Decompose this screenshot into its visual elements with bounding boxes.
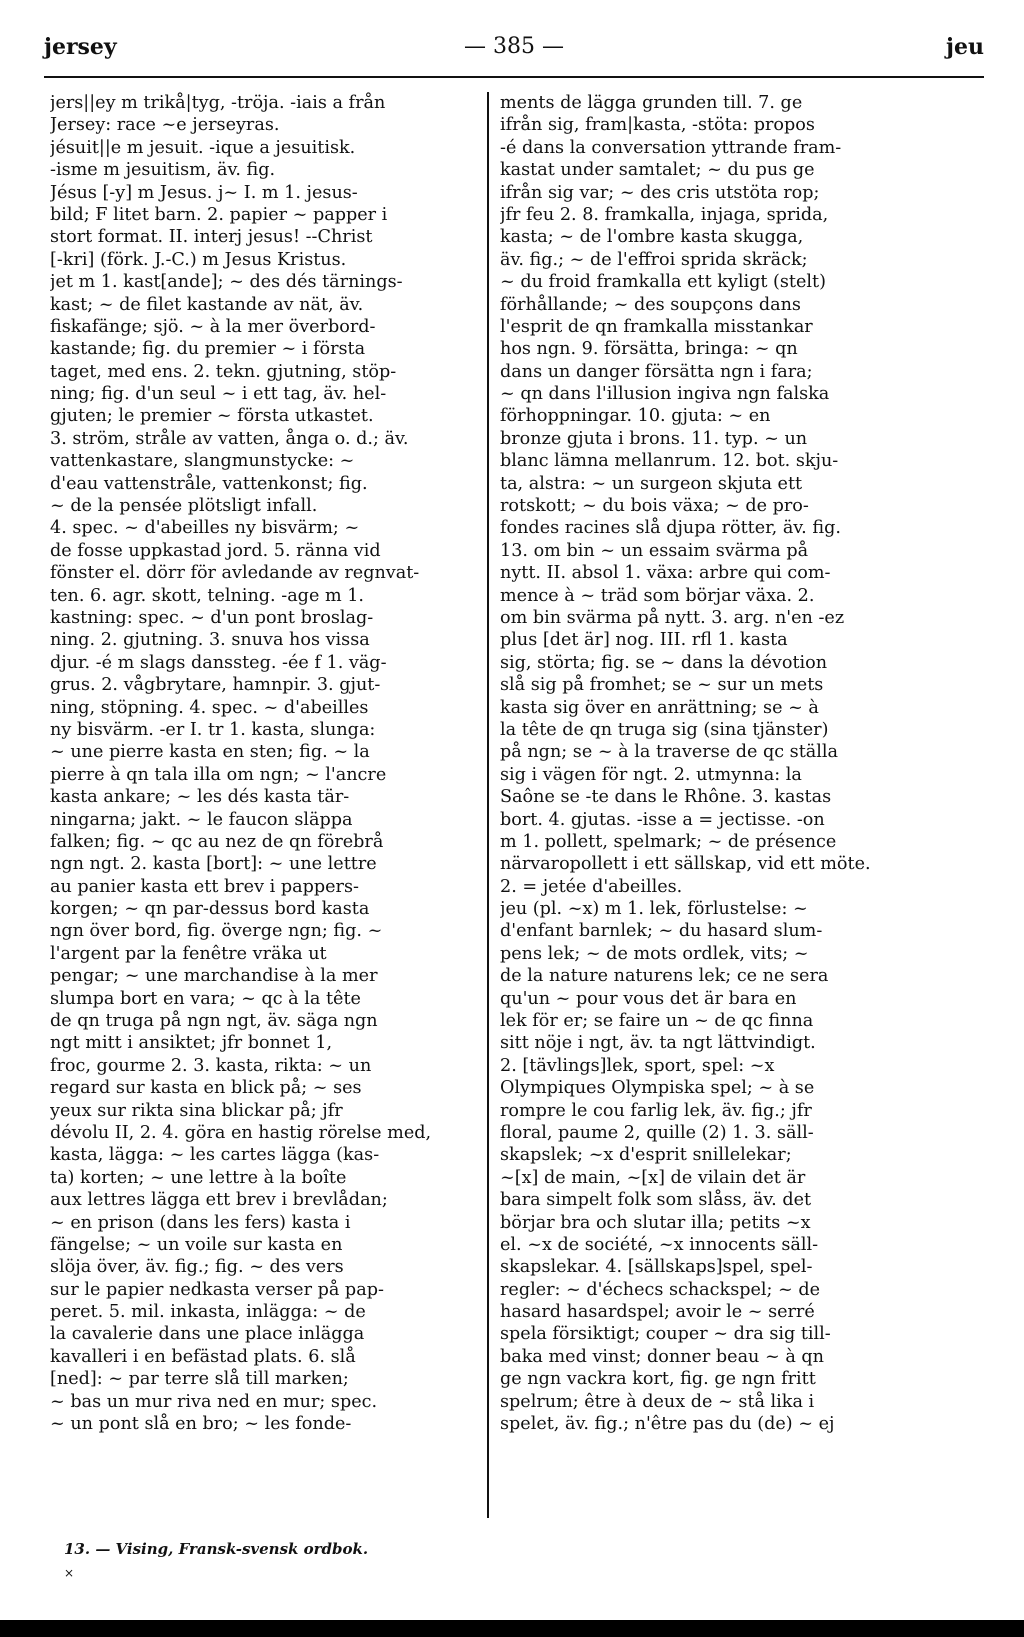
text-line: djur. -é m slags danssteg. -ée f 1. väg- (50, 652, 387, 673)
text-line: om bin svärma på nytt. 3. arg. n'en -ez (500, 607, 845, 628)
text-line: blanc lämna mellanrum. 12. bot. skju- (500, 451, 839, 472)
text-line: pengar; ~ une marchandise à la mer (50, 966, 378, 987)
text-line: au panier kasta ett brev i pappers- (50, 876, 359, 897)
scan-edge (0, 1620, 1024, 1637)
text-line: l'argent par la fenêtre vräka ut (50, 943, 327, 964)
text-line: 4. spec. ~ d'abeilles ny bisvärm; ~ (50, 518, 360, 539)
text-line: dans un danger försätta ngn i fara; (500, 361, 813, 382)
text-line: l'esprit de qn framkalla misstankar (500, 316, 813, 337)
text-line: froc, gourme 2. 3. kasta, rikta: ~ un (50, 1055, 372, 1076)
text-line: yeux sur rikta sina blickar på; jfr (50, 1100, 343, 1121)
text-line: ning; fig. d'un seul ~ i ett tag, äv. hel- (50, 384, 387, 405)
page-footer: 13. — Vising, Fransk-svensk ordbok. (64, 1540, 369, 1558)
text-line: bara simpelt folk som slåss, äv. det (500, 1190, 812, 1211)
text-line: ta, alstra: ~ un surgeon skjuta ett (500, 473, 803, 494)
text-line: qu'un ~ pour vous det är bara en (500, 988, 797, 1009)
text-line: äv. fig.; ~ de l'effroi sprida skräck; (500, 249, 808, 270)
text-line: ifrån sig, fram|kasta, -stöta: propos (500, 115, 815, 136)
text-line: jeu (pl. ~x) m 1. lek, förlustelse: ~ (500, 899, 808, 920)
text-line: d'enfant barnlek; ~ du hasard slum- (500, 921, 823, 942)
text-line: rotskott; ~ du bois växa; ~ de pro- (500, 496, 809, 517)
text-line: regler: ~ d'échecs schackspel; ~ de (500, 1279, 821, 1300)
running-header (44, 34, 984, 68)
text-line: sur le papier nedkasta verser på pap- (50, 1279, 384, 1300)
text-line: hos ngn. 9. försätta, bringa: ~ qn (500, 339, 798, 360)
text-line: börjar bra och slutar illa; petits ~x (500, 1212, 811, 1233)
text-line: spela försiktigt; couper ~ dra sig till- (500, 1324, 831, 1345)
text-line: kast; ~ de filet kastande av nät, äv. (50, 294, 364, 315)
text-line: slöja över, äv. fig.; fig. ~ des vers (50, 1257, 344, 1278)
text-line: ~ bas un mur riva ned en mur; spec. (50, 1391, 378, 1412)
text-line: ~ en prison (dans les fers) kasta i (50, 1212, 351, 1233)
text-line: vattenkastare, slangmunstycke: ~ (50, 451, 355, 472)
text-line: spelrum; être à deux de ~ stå lika i (500, 1391, 815, 1412)
text-line: dévolu II, 2. 4. göra en hastig rörelse med, (50, 1122, 432, 1143)
text-line: ~ du froid framkalla ett kyligt (stelt) (500, 272, 826, 293)
text-line: -isme m jesuitism, äv. fig. (50, 160, 276, 181)
text-line: fiskafänge; sjö. ~ à la mer överbord- (50, 316, 376, 337)
text-line: ~ une pierre kasta en sten; fig. ~ la (50, 742, 370, 763)
text-line: ning, stöpning. 4. spec. ~ d'abeilles (50, 697, 369, 718)
header-last-entry: jeu (946, 34, 984, 60)
text-line: ~ qn dans l'illusion ingiva ngn falska (500, 384, 830, 405)
text-line: ning. 2. gjutning. 3. snuva hos vissa (50, 630, 370, 651)
text-line: m 1. pollett, spelmark; ~ de présence (500, 831, 837, 852)
text-line: falken; fig. ~ qc au nez de qn förebrå (50, 831, 384, 852)
text-line: [ned]: ~ par terre slå till marken; (50, 1369, 349, 1390)
text-line: kasta ankare; ~ les dés kasta tär- (50, 787, 350, 808)
text-line: kastning: spec. ~ d'un pont broslag- (50, 607, 374, 628)
text-line: jésuit||e m jesuit. -ique a jesuitisk. (50, 137, 356, 158)
text-line: 3. ström, stråle av vatten, ånga o. d.; äv. (50, 428, 409, 449)
text-line: taget, med ens. 2. tekn. gjutning, stöp- (50, 361, 397, 382)
text-line: ningarna; jakt. ~ le faucon släppa (50, 809, 353, 830)
text-line: stort format. II. interj jesus! --Christ (50, 227, 373, 248)
text-line: ny bisvärm. -er I. tr 1. kasta, slunga: (50, 719, 376, 740)
text-line: 13. om bin ~ un essaim svärma på (500, 540, 809, 561)
text-line: fondes racines slå djupa rötter, äv. fig. (500, 518, 841, 539)
text-line: Olympiques Olympiska spel; ~ à se (500, 1078, 815, 1099)
text-line: la tête de qn truga sig (sina tjänster) (500, 719, 829, 740)
text-line: la cavalerie dans une place inlägga (50, 1324, 365, 1345)
text-line: ~ un pont slå en bro; ~ les fonde- (50, 1414, 352, 1435)
text-line: gjuten; le premier ~ första utkastet. (50, 406, 374, 427)
text-line: regard sur kasta en blick på; ~ ses (50, 1078, 362, 1099)
text-line: ~ de la pensée plötsligt infall. (50, 496, 318, 517)
text-line: ifrån sig var; ~ des cris utstöta rop; (500, 182, 820, 203)
text-line: bild; F litet barn. 2. papier ~ papper i (50, 204, 388, 225)
right-column (500, 92, 930, 1435)
text-line: de la nature naturens lek; ce ne sera (500, 966, 829, 987)
text-line: Saône se -te dans le Rhône. 3. kastas (500, 787, 832, 808)
text-line: de fosse uppkastad jord. 5. ränna vid (50, 540, 381, 561)
text-line: fängelse; ~ un voile sur kasta en (50, 1234, 343, 1255)
text-line: mence à ~ träd som börjar växa. 2. (500, 585, 815, 606)
header-first-entry: jersey (44, 34, 117, 60)
text-line: lek för er; se faire un ~ de qc finna (500, 1011, 814, 1032)
text-line: närvaropollett i ett sällskap, vid ett möte. (500, 854, 871, 875)
text-line: kasta sig över en anrättning; se ~ à (500, 697, 819, 718)
text-line: slå sig på fromhet; se ~ sur un mets (500, 675, 824, 696)
text-line: ta) korten; ~ une lettre à la boîte (50, 1167, 347, 1188)
text-line: sitt nöje i ngt, äv. ta ngt lättvindigt. (500, 1033, 816, 1054)
text-line: slumpa bort en vara; ~ qc à la tête (50, 988, 361, 1009)
text-line: baka med vinst; donner beau ~ à qn (500, 1346, 824, 1367)
text-line: bort. 4. gjutas. -isse a = jectisse. -on (500, 809, 825, 830)
text-line: ments de lägga grunden till. 7. ge (500, 93, 803, 113)
text-line: ~[x] de main, ~[x] de vilain det är (500, 1167, 806, 1188)
text-line: kastat under samtalet; ~ du pus ge (500, 160, 815, 181)
text-line: kasta; ~ de l'ombre kasta skugga, (500, 227, 804, 248)
text-line: ngt mitt i ansiktet; jfr bonnet 1, (50, 1033, 333, 1054)
text-line: 2. = jetée d'abeilles. (500, 876, 683, 897)
text-line: nytt. II. absol 1. växa: arbre qui com- (500, 563, 831, 584)
text-line: [-kri] (förk. J.-C.) m Jesus Kristus. (50, 249, 347, 270)
text-line: kasta, lägga: ~ les cartes lägga (kas- (50, 1145, 380, 1166)
text-line: sig i vägen för ngt. 2. utmynna: la (500, 764, 802, 785)
text-line: kavalleri i en befästad plats. 6. slå (50, 1346, 356, 1367)
left-column (50, 92, 482, 1435)
text-line: Jersey: race ~e jerseyras. (50, 115, 280, 136)
text-line: grus. 2. vågbrytare, hamnpir. 3. gjut- (50, 675, 381, 696)
text-line: spelet, äv. fig.; n'être pas du (de) ~ ej (500, 1414, 835, 1435)
text-line: Jésus [-y] m Jesus. j~ I. m 1. jesus- (50, 182, 358, 203)
text-line: korgen; ~ qn par-dessus bord kasta (50, 899, 370, 920)
text-line: skapslekar. 4. [sällskaps]spel, spel- (500, 1257, 813, 1278)
text-line: bronze gjuta i brons. 11. typ. ~ un (500, 428, 808, 449)
text-line: peret. 5. mil. inkasta, inlägga: ~ de (50, 1302, 366, 1323)
text-line: ngn ngt. 2. kasta [bort]: ~ une lettre (50, 854, 377, 875)
text-line: jfr feu 2. 8. framkalla, injaga, sprida, (500, 204, 829, 225)
header-rule (44, 76, 984, 78)
text-line: förhoppningar. 10. gjuta: ~ en (500, 406, 771, 427)
text-line: ge ngn vackra kort, fig. ge ngn fritt (500, 1369, 816, 1390)
text-line: el. ~x de société, ~x innocents säll- (500, 1234, 819, 1255)
text-line: aux lettres lägga ett brev i brevlådan; (50, 1190, 388, 1211)
page-number: — 385 — (464, 34, 564, 59)
text-line: fönster el. dörr för avledande av regnvat- (50, 563, 420, 584)
text-line: jet m 1. kast[ande]; ~ des dés tärnings- (50, 272, 403, 293)
text-line: d'eau vattenstråle, vattenkonst; fig. (50, 473, 368, 494)
column-divider (487, 92, 489, 1518)
text-line: hasard hasardspel; avoir le ~ serré (500, 1302, 815, 1323)
text-line: de qn truga på ngn ngt, äv. säga ngn (50, 1011, 378, 1032)
text-line: plus [det är] nog. III. rfl 1. kasta (500, 630, 788, 651)
text-line: på ngn; se ~ à la traverse de qc ställa (500, 742, 839, 763)
text-line: pens lek; ~ de mots ordlek, vits; ~ (500, 943, 809, 964)
text-line: rompre le cou farlig lek, äv. fig.; jfr (500, 1100, 812, 1121)
text-line: ngn över bord, fig. överge ngn; fig. ~ (50, 921, 383, 942)
text-line: sig, störta; fig. se ~ dans la dévotion (500, 652, 828, 673)
footer-mark: × (64, 1566, 75, 1580)
text-line: 2. [tävlings]lek, sport, spel: ~x (500, 1055, 775, 1076)
text-line: skapslek; ~x d'esprit snillelekar; (500, 1145, 792, 1166)
text-line: -é dans la conversation yttrande fram- (500, 137, 842, 158)
text-line: förhållande; ~ des soupçons dans (500, 294, 801, 315)
text-line: kastande; fig. du premier ~ i första (50, 339, 366, 360)
text-line: pierre à qn tala illa om ngn; ~ l'ancre (50, 764, 387, 785)
text-line: floral, paume 2, quille (2) 1. 3. säll- (500, 1122, 814, 1143)
text-line: ten. 6. agr. skott, telning. -age m 1. (50, 585, 365, 606)
text-line: jers||ey m trikå|tyg, -tröja. -iais a från (50, 93, 386, 113)
